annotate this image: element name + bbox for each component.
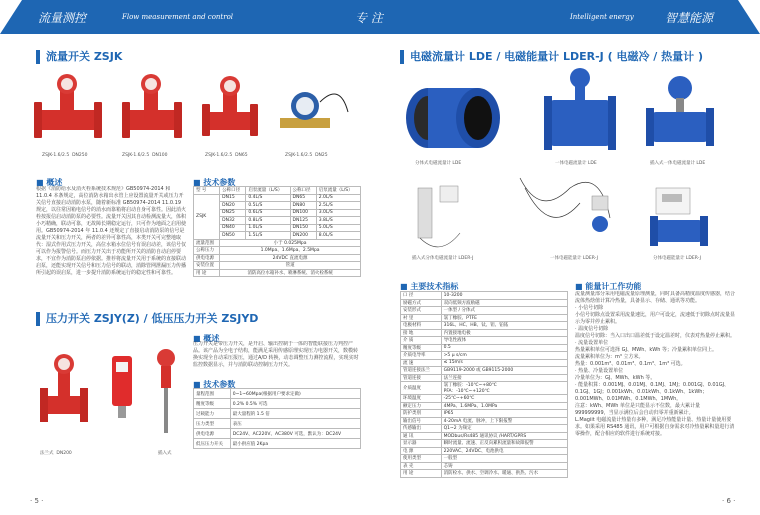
cell: 压力类型 — [194, 419, 231, 429]
cell: DN65 — [290, 194, 316, 202]
em-spec-title: ■ 主要技术指标 — [400, 282, 459, 291]
cell: 接 地 — [401, 329, 442, 337]
cell: 使用类型 — [401, 455, 442, 463]
cell: >5 μ s/cm — [441, 352, 567, 360]
cell: 量程范围 — [194, 389, 231, 399]
cell: DN40 — [220, 224, 246, 232]
cell: 过载能力 — [194, 409, 231, 419]
cell: 4-20mA 电流、脉冲，上下限报警 — [441, 417, 567, 425]
em-caption-1: 分体式电磁流量计 LDE — [415, 161, 462, 166]
cell: 小于 0.025Mpa — [220, 239, 361, 247]
banner-left-notch — [0, 0, 22, 34]
banner-right-notch — [738, 0, 760, 34]
func-text: 流量测量部分采用电磁流量原理测量，同时具备高精度温度传感器，结合流体热焓值计算冷热量，具备显示、存储、通讯等功能。 · 小信号切除 小信号切除点设置采用流量速比，用户可设定，流速低于切除点时流量显示为零并停止累积。 · 温度信号切除 温度信号切除：当入口出口温差低于设定温差时，仪表对热量停止累积。 · 流量设置单位 热量累积单位可选择 GJ、MWh、kWh 等；冷量累积单位同上。 流量累积单位为：m³ 立方米。 热量：0.001m³、0.01m³、0.1m³、1m³ 可选。 · 热量、冷量设置单位 冷量单位为：GJ、MWh、kWh 等。 · 能量积算：0.001MJ、0.01MJ、0.1MJ、1MJ；0.001GJ、0.01GJ、0.1GJ、1GJ；0.001kWh、0.01kWh、0.1kWh、1kWh；0.001MWh、0.01MWh、0.1MWh、1MWh。 注意：kWh、MWh 单位是只能显示不位数，最大累计量 999999999，当显示满位后会自动归零并重新累计。 L.Magiit 电磁流量计热量有多种，满足冷热能量计量、热量计量使用要求。如果采用 RS485 通讯，用户可根据自身需求对冷热量累积量进行清零操作，配合相应的软件进行系统对接。 — [575, 291, 735, 437]
pressure-switch-title: 压力开关 ZSJY(Z) / 低压压力开关 ZSJYD — [36, 312, 356, 326]
cell: 最大量程的 1.5 倍 — [230, 409, 360, 419]
cell: MODbus/Rs485 通讯协议 /HART/GPRS — [441, 432, 567, 440]
cell: 2.0L/S — [316, 194, 360, 202]
cell: 显示器 — [401, 440, 442, 448]
em-caption-4: 插入式分体电磁流量计 LDER-J — [412, 256, 474, 261]
cell: 24VDC 直流电源 — [220, 254, 361, 262]
page-number-right: · 6 · — [722, 497, 736, 505]
cell: 3.0L/S — [316, 209, 360, 217]
cell: 最小供应值 2Kpa — [230, 439, 360, 449]
flow-switch-title: 流量开关 ZSJK — [36, 50, 356, 64]
cell: 流 速 — [401, 359, 442, 367]
overview-title: ■ 概述 — [36, 178, 63, 187]
em-flow-images — [400, 68, 740, 268]
cell: 0.5 — [441, 344, 567, 352]
cell: DN25 — [220, 209, 246, 217]
em-caption-6: 分体电磁能量计 LDER-J — [653, 256, 701, 261]
cell: ≤ 15m/s — [441, 359, 567, 367]
em-flow-title: 电磁流量计 LDE / 电磁能量计 LDER-J ( 电磁冷 / 热量计 ) — [400, 50, 740, 64]
cell: 管道连接法兰 — [401, 367, 442, 375]
cell: 内置接地电极 — [441, 329, 567, 337]
cell: 表压 — [230, 419, 360, 429]
split-em-flowmeter — [406, 88, 500, 148]
overview2-text: 压力开关是带压力开关，是开启、输出控制于一体的智能联接压力判控产品。该产品为全电子结构，能满足采用传感原理实现压力电器开关，数模转换实现全自动采压报压，通过A/D 转换，动态调整压力测控流程，实现实时监控数据显示，并与消防联动控制压力开关。 — [193, 341, 359, 368]
flow-switch-spec-table — [193, 186, 361, 277]
cell: DN50 — [220, 232, 246, 240]
cell: 衬 里 — [401, 314, 442, 322]
cell: 流量范围 — [194, 239, 220, 247]
cell: 表 壳 — [401, 462, 442, 470]
product-caption-4: ZSJK-1.6/2.5 DN25 — [285, 153, 328, 158]
cell: 0.2% 0.5% 可选 — [230, 399, 360, 409]
cell: 额定压力 — [401, 402, 442, 410]
pressure-switch-images — [38, 338, 188, 448]
cell: 电 源 — [401, 447, 442, 455]
cell: -25℃~+60℃ — [441, 395, 567, 403]
overview-text: 根据《消防给水及消火栓系统技术规范》GB50974-2014 和 11.0.4 本条规定，高位消防水箱出水管上应设置流量开关或压力开关信号直接启动消防水泵，随着新标准 GB50974-2014 11.0.19 规定，以往常因箱电信号的消水而靠箱将启动自身可靠性。因此消火栓按报信启动消防泵的必要性。流量开关因其自动检测流量大，体积小巧精确，联动可靠，无故障长期稳定运行，只可作为地面之启用使用。GB50974-2014 年 11.0.4 还规定了直接启动消防泵的信号是流量开关和压力开关，两者的差异可靠性高，本类开关可完整地取代：湿式作用式压力开关，高位水箱水位信号有误启动差，该信号仅可以作为报警信号。而压力开关出于功能所开关的消防自动启停要求，不宜作为消防泵启停依据。推荐将流量开关用于系统的直接联动启泵，还能实现开关信号和压力信号的联动，消除管网泄漏压力传播所引起的误启泵，进一步提升消防系统运行的稳定性和可靠性。 — [36, 186, 186, 276]
cell: 供电电源 — [194, 429, 231, 439]
cell: 1.0Mpa、1.6Mpa、2.5Mpa — [220, 247, 361, 255]
spec2-title: ■ 技术参数 — [193, 380, 236, 389]
cell: Q1~2 为频定 — [441, 425, 567, 433]
spec-title: ■ 技术参数 — [193, 178, 236, 187]
cell: 输出信号 — [401, 417, 442, 425]
header-left-en: Flow measurement and control — [122, 13, 234, 21]
cell: GB9119-2000 或 GB9115-2000 — [441, 367, 567, 375]
cell: 安装位置 — [194, 262, 220, 270]
split-energy-meter — [650, 188, 708, 246]
insert-split-energy-meter — [418, 186, 460, 247]
cell: 通 讯 — [401, 432, 442, 440]
cell: 介质温度 — [401, 382, 442, 395]
pressure-switch-gauge — [112, 356, 132, 418]
cell: DN20 — [220, 202, 246, 210]
pressure-switch-flange — [40, 354, 88, 422]
cell: 导电性液体 — [441, 337, 567, 345]
em-caption-5: 一体电磁能量计 LDER-J — [550, 256, 598, 261]
cell: 10-3200 — [441, 292, 567, 300]
cell: 一体型 / 分体式 — [441, 307, 567, 315]
cell: 8.0L/S — [316, 232, 360, 240]
cell: IP65 — [441, 410, 567, 418]
cell: DN15 — [220, 194, 246, 202]
cell: 0~1~60Mpa(根据用户要求定做) — [230, 389, 360, 399]
cell: 双向低频方波励磁 — [441, 299, 567, 307]
cell: DN100 — [290, 209, 316, 217]
cell: 瞬时流量、流速、正反向累积流量和故障报警 — [441, 440, 567, 448]
em-caption-2: 一体电磁流量计 LDE — [555, 161, 597, 166]
cell: 0.6L/S — [246, 209, 290, 217]
cell: DN200 — [290, 232, 316, 240]
cell: 管道 — [220, 262, 361, 270]
cell: DN32 — [220, 217, 246, 225]
product-caption-2: ZSJK-1.6/2.5 DN100 — [122, 153, 168, 158]
cell: 励磁方式 — [401, 299, 442, 307]
cell: 0.5L/S — [246, 202, 290, 210]
cell: 氯丁橡胶、PTFE — [441, 314, 567, 322]
cell: 芯铸 — [441, 462, 567, 470]
page-number-left: · 5 · — [30, 497, 44, 505]
cell: 1.5L/S — [246, 232, 290, 240]
cell: 氯丁橡胶：-10℃~+80℃ PFA：-10℃~+120℃ — [441, 382, 567, 395]
integral-energy-meter — [520, 178, 610, 232]
em-caption-3: 插入式一体电磁流量计 LDE — [650, 161, 706, 166]
pressure-switch-spec-table — [193, 388, 361, 449]
integral-em-flowmeter — [544, 68, 616, 150]
header-banner — [0, 0, 760, 34]
cell: 消防栓水、供水、空调冷水、暖通、供热、污水 — [441, 470, 567, 478]
cell: 一般型 — [441, 455, 567, 463]
cell: 0.4L/S — [246, 194, 290, 202]
cell: 用 途 — [194, 269, 220, 277]
th-dn-2: 公称口径 — [290, 187, 316, 195]
cell: 1.0L/S — [246, 224, 290, 232]
cell: 0.8L/S — [246, 217, 290, 225]
insert-em-flowmeter — [646, 76, 714, 146]
cell: 供电电源 — [194, 254, 220, 262]
cell: 4MPa、1.6MPa、1.0MPa — [441, 402, 567, 410]
th-model: 型 号 — [194, 187, 220, 195]
cell: 精度等级 — [194, 399, 231, 409]
cell: DN125 — [290, 217, 316, 225]
product2-caption-3: 插入式 — [158, 451, 172, 456]
model-cell: ZSJK — [194, 194, 220, 239]
th-flow-2: 启泵流量（L/S） — [316, 187, 360, 195]
header-right-en: Intelligent energy — [570, 13, 634, 21]
cell: 2.5L/S — [316, 202, 360, 210]
cell: 用 途 — [401, 470, 442, 478]
product-caption-3: ZSJK-1.6/2.5 DN65 — [205, 153, 248, 158]
flow-switch-dn100 — [122, 74, 182, 138]
cell: 消防高位水箱补水、喷淋系统、消火栓系统 — [220, 269, 361, 277]
cell: 公称压力 — [194, 247, 220, 255]
flow-switch-images — [30, 72, 350, 152]
cell: 法兰连接 — [441, 374, 567, 382]
func-title: ■ 能量计工作功能 — [575, 282, 642, 291]
cell: 介质电导率 — [401, 352, 442, 360]
em-spec-table — [400, 291, 568, 478]
cell: DC24V、AC220V、AC380V 可选，默认为：DC24V — [230, 429, 360, 439]
product-caption-1: ZSJK-1.6/2.5 DN250 — [42, 153, 88, 158]
product2-caption-1: 法兰式 DN200 — [40, 451, 72, 456]
cell: 管道连接 — [401, 374, 442, 382]
header-center: 专 注 — [355, 11, 383, 25]
pressure-switch-insert — [157, 349, 175, 433]
flow-switch-dn25 — [280, 92, 348, 128]
cell: 传感输出 — [401, 425, 442, 433]
cell: 220VAC、24VDC、电池供电 — [441, 447, 567, 455]
header-left-cn: 流量测控 — [38, 11, 87, 25]
th-dn: 公称口径 — [220, 187, 246, 195]
cell: 低压压力开关 — [194, 439, 231, 449]
th-flow: 启泵流量（L/S） — [246, 187, 290, 195]
cell: 介 质 — [401, 337, 442, 345]
cell: 精度等级 — [401, 344, 442, 352]
overview2-title: ■ 概述 — [193, 334, 220, 343]
flow-switch-dn250 — [34, 74, 102, 138]
cell: 316L、HC、HB、钛、钽、铂铱 — [441, 322, 567, 330]
cell: 5.0L/S — [316, 224, 360, 232]
cell: 口 径 — [401, 292, 442, 300]
cell: DN80 — [290, 202, 316, 210]
header-right-cn: 智慧能源 — [665, 11, 714, 25]
cell: 安装形式 — [401, 307, 442, 315]
cell: 电极材料 — [401, 322, 442, 330]
cell: 环境温度 — [401, 395, 442, 403]
cell: 3.8L/S — [316, 217, 360, 225]
flow-switch-dn65 — [202, 76, 258, 136]
cell: DN150 — [290, 224, 316, 232]
cell: 防护类别 — [401, 410, 442, 418]
